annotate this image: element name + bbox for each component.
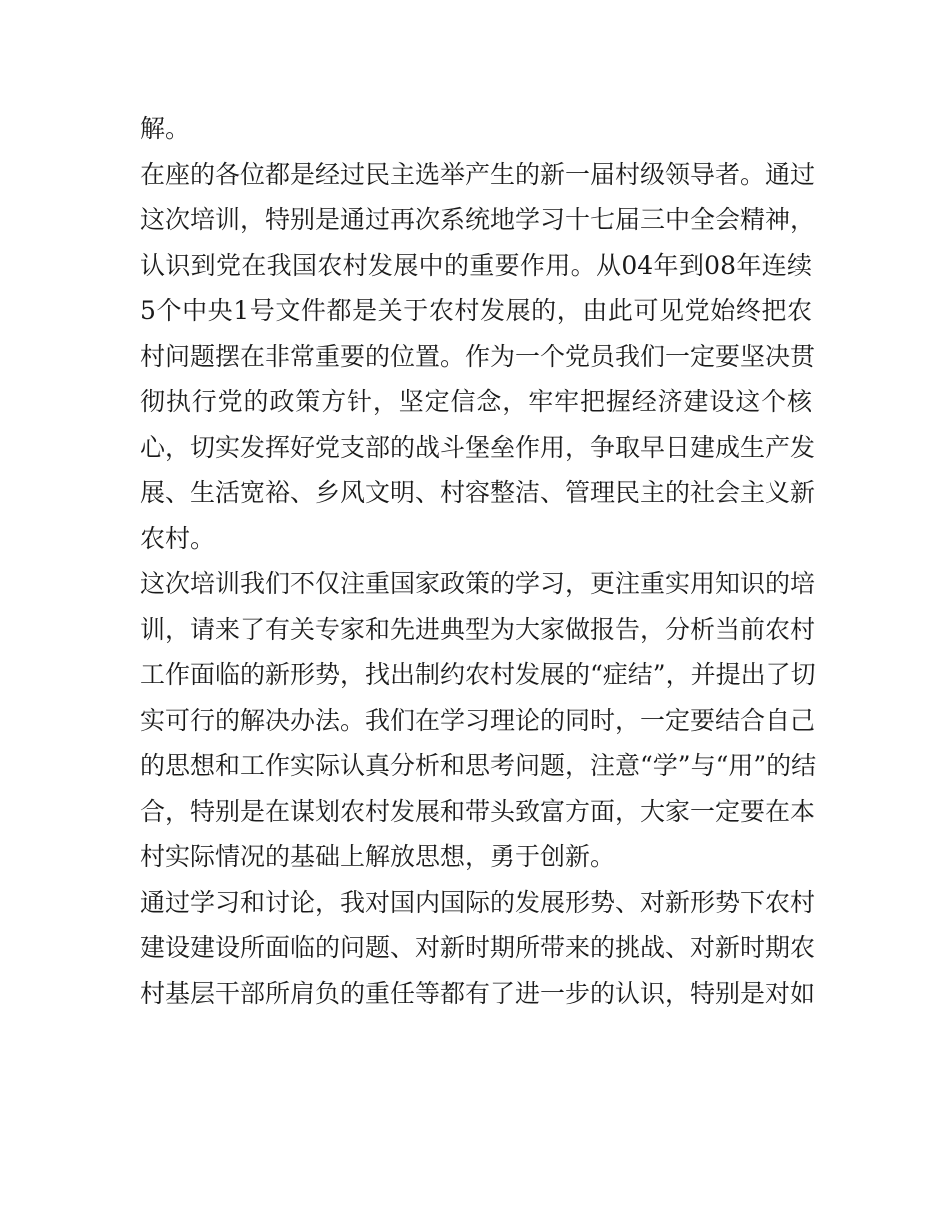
paragraph-3 [140, 561, 817, 880]
paragraph-4 [140, 880, 816, 1017]
text-line: 彻执行党的政策方针，坚定信念，牢牢把握经济建设这个核 [140, 387, 812, 416]
text-line: 这次培训我们不仅注重国家政策的学习，更注重实用知识的培 [140, 569, 816, 598]
paragraph-2 [140, 152, 816, 562]
text-line: 村问题摆在非常重要的位置。作为一个党员我们一定要坚决贯 [140, 341, 816, 371]
text-line: 训，请来了有关专家和先进典型为大家做报告，分析当前农村 [140, 614, 816, 644]
text-line: 认识到党在我国农村发展中的重要作用。从04年到08年连续 [140, 250, 812, 280]
text-line: 在座的各位都是经过民主选举产生的新一届村级领导者。通过 [140, 159, 816, 189]
text-line: 解。 [140, 114, 191, 143]
document-body [140, 106, 817, 1016]
text-line: 展、生活宽裕、乡风文明、村容整洁、管理民主的社会主义新 [140, 478, 816, 507]
text-line: 的思想和工作实际认真分析和思考问题，注意“学”与“用”的结 [140, 751, 817, 780]
text-line: 村实际情况的基础上解放思想，勇于创新。 [140, 842, 616, 871]
text-line: 农村。 [140, 523, 216, 553]
text-line: 心，切实发挥好党支部的战斗堡垒作用，争取早日建成生产发 [140, 432, 816, 462]
text-line: 实可行的解决办法。我们在学习理论的同时，一定要结合自己 [140, 705, 816, 735]
text-line: 建设建设所面临的问题、对新时期所带来的挑战、对新时期农 [140, 933, 816, 962]
paragraph-1 [140, 106, 812, 152]
text-line: 村基层干部所肩负的重任等都有了进一步的认识，特别是对如 [140, 978, 816, 1008]
text-line: 5个中央1号文件都是关于农村发展的，由此可见党始终把农 [140, 296, 812, 325]
text-line: 这次培训，特别是通过再次系统地学习十七届三中全会精神， [140, 205, 816, 234]
text-line: 合，特别是在谋划农村发展和带头致富方面，大家一定要在本 [140, 796, 816, 826]
text-line: 通过学习和讨论，我对国内国际的发展形势、对新形势下农村 [140, 887, 816, 917]
text-line: 工作面临的新形势，找出制约农村发展的“症结”，并提出了切 [140, 660, 816, 689]
